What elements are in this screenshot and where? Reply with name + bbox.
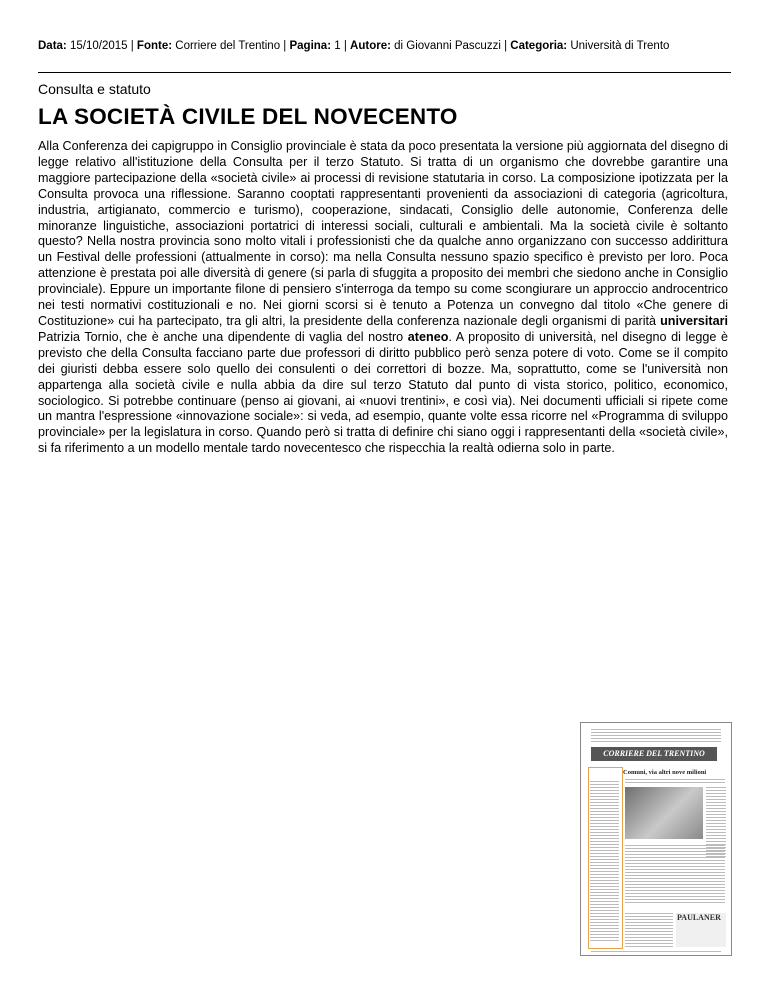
article-headline: LA SOCIETÀ CIVILE DEL NOVECENTO	[38, 104, 458, 129]
separator: |	[127, 40, 137, 52]
category-label: Categoria:	[510, 40, 568, 52]
highlight-term-ateneo: ateneo	[407, 329, 449, 344]
body-text-1: Alla Conferenza dei capigruppo in Consiglio provinciale è stata da poco presentata la versione più aggiornata del disegno di legge relativo all'istituzione della Consulta per il terzo Statuto. Si tratta di un organismo che dovrebbe garantire una maggiore partecipazione della «società civile» ai processi di revisione statutaria in corso. La composizione ipotizzata per la Consulta provoca una riflessione. Saranno cooptati rappresentanti provenienti da associazioni di categoria (agricoltura, industria, artigianato, commercio e turismo), cooperazione, sindacati, Consiglio delle autonomie, Conferenza delle minoranze linguistiche, associazioni portatrici di interessi sociali, culturali e ambientali. Ma la società civile è soltanto questo? Nella nostra provincia sono molto vitali i professionisti che da qualche anno organizzano con successo addirittura un Festival delle professioni (attualmente in corso): ma nella Consulta nessuno spazio specifico è previsto per loro. Poca attenzione è prestata poi alle diversità di genere (si parla di sfuggita a proposito dei membri che siedono anche in Consiglio provinciale). Eppure un importante filone di pensiero s'interroga da tempo su come scongiurare un approccio androcentrico nei testi normativi costituzionali e no. Nei giorni scorsi si è tenuto a Potenza un convegno dal titolo «Che genere di Costituzione» cui ha partecipato, tra gli altri, la presidente della conferenza nazionale degli organismi di parità	[38, 139, 728, 328]
date-label: Data:	[38, 40, 67, 52]
thumbnail-bottom-text	[625, 913, 673, 947]
thumbnail-article-column	[590, 781, 619, 943]
article-body	[38, 139, 728, 457]
author-value: di Giovanni Pascuzzi	[394, 40, 501, 52]
newspaper-page-thumbnail	[580, 722, 732, 956]
author-label: Autore:	[350, 40, 391, 52]
separator: |	[340, 40, 351, 52]
body-text-2: Patrizia Tornio, che è anche una dipendente di vaglia del nostro	[38, 329, 408, 344]
date-value: 15/10/2015	[69, 40, 128, 52]
thumbnail-photo	[625, 787, 703, 839]
separator: |	[280, 40, 290, 52]
source-label: Fonte:	[136, 40, 173, 52]
thumbnail-lead-headline: Comuni, via altri nove milioni	[623, 769, 707, 776]
separator: |	[500, 40, 511, 52]
thumbnail-footer	[591, 951, 721, 954]
page-value: 1	[334, 40, 341, 52]
thumbnail-subhead	[625, 779, 725, 785]
thumbnail-masthead: CORRIERE DEL TRENTINO	[591, 747, 717, 761]
category-value: Università di Trento	[570, 40, 670, 52]
article-metadata	[38, 38, 738, 54]
thumbnail-ad-brand: PAULANER	[677, 913, 721, 922]
section-title: Consulta e statuto	[38, 81, 151, 97]
thumbnail-top-strip	[591, 729, 721, 743]
highlight-term-universitari: universitari	[660, 313, 728, 328]
thumbnail-lower-columns	[625, 845, 725, 905]
body-text-3: . A proposito di università, nel disegno di legge è previsto che della Consulta facciano parte due professori di diritto pubblico però senza potere di voto. Come se il compito dei giuristi debba essere solo quello dei consulenti o dei correttori di bozze. Ma, soprattutto, come se l'università non appartenga alla società civile e nulla abbia da dire sul terzo Statuto dal punto di vista storico, politico, economico, sociologico. Si potrebbe continuare (penso ai giovani, ai «nuovi trentini», e così via). Nei documenti ufficiali si ripete come un mantra l'espressione «innovazione sociale»: si veda, ad esempio, quante volte essa ricorre nel «Programma di sviluppo provinciale» per la legislatura in corso. Quando però si tratta di definire chi siano oggi i rappresentanti della «società civile», si fa riferimento a un modello mentale tardo novecentesco che rispecchia la realtà odierna solo in parte.	[38, 329, 728, 456]
page-label: Pagina:	[289, 40, 332, 52]
header-divider	[38, 72, 731, 73]
source-value: Corriere del Trentino	[175, 40, 281, 52]
